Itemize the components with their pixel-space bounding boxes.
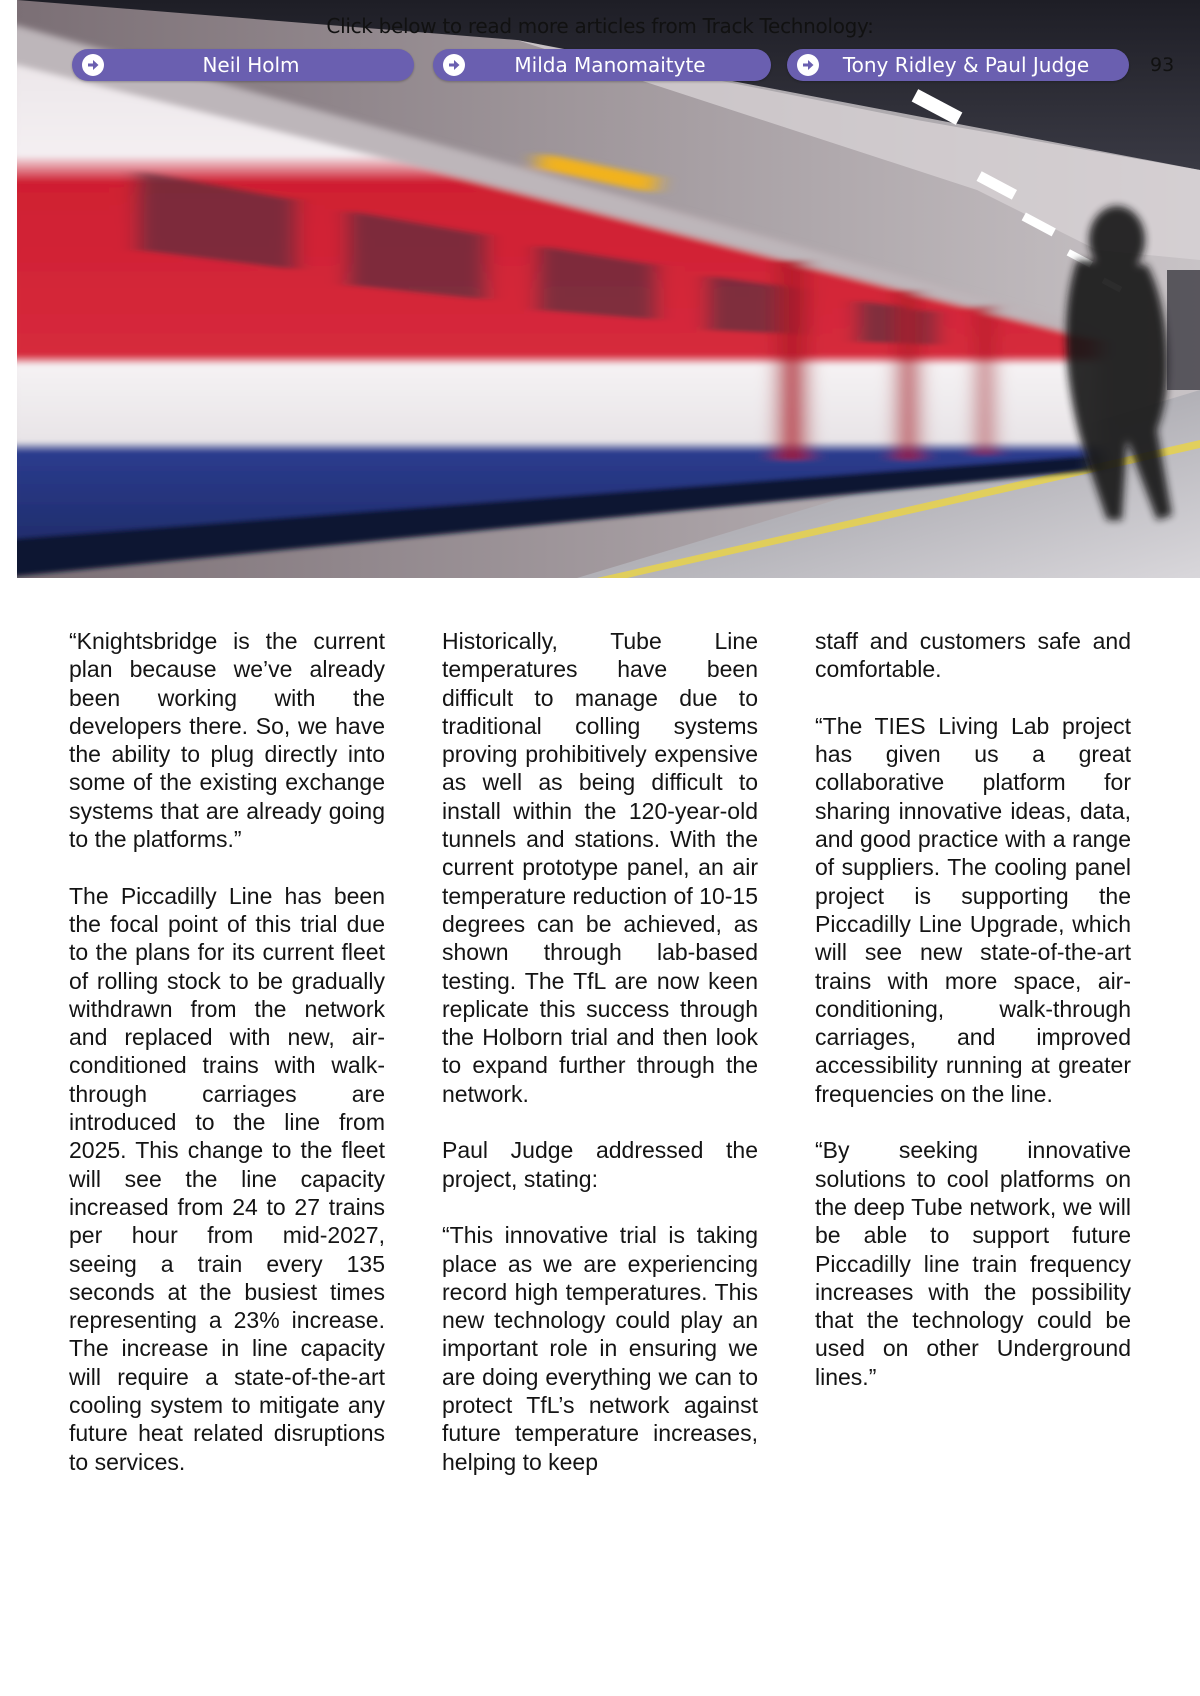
paragraph: staff and customers safe and comfortable. [815,628,1131,683]
article-link-label: Milda Manomaityte [514,53,706,77]
read-more-caption: Click below to read more articles from Track Technology: [326,14,874,38]
article-column-2 [442,627,758,1504]
article-link-label: Neil Holm [202,53,300,77]
paragraph: “The TIES Living Lab project has given us a great collaborative platform for sharing innovative ideas, data, and good practice with a range of suppliers. The cooling panel project is supporting the Piccadilly Line Upgrade, which will see new state-of-the-art trains with more space, air-conditioning, walk-through carriages, and improved accessibility running at greater frequencies on the line. [815,712,1131,1107]
paragraph: “This innovative trial is taking place as we are experiencing record high temperatures. This new technology could play an important role in ensuring we are doing everything we can to protect TfL’s network against future temperature increases, helping to keep [442,1222,758,1475]
paragraph: Historically, Tube Line temperatures have been difficult to manage due to traditional colling systems proving prohibitively expensive as well as being difficult to install within the 120-year-old tunnels and stations. With the current prototype panel, an air temperature reduction of 10-15 degrees can be achieved, as shown through lab-based testing. The TfL are now keen replicate this success through the Holborn trial and then look to expand further through the network. [442,628,758,1107]
arrow-circle-icon [797,54,819,76]
article-column-3 [815,627,1131,1419]
arrow-circle-icon [443,54,465,76]
article-link-tony-ridley-paul-judge[interactable] [787,49,1129,81]
article-link-milda-manomaityte[interactable] [433,49,771,81]
hero-photo [17,0,1200,578]
article-link-label: Tony Ridley & Paul Judge [842,53,1090,77]
page-number: 93 [1150,54,1175,76]
article-column-1 [69,627,385,1504]
paragraph: “By seeking innovative solutions to cool platforms on the deep Tube network, we will be able to support future Piccadilly line train frequency increases with the possibility that the technology could be used on other Underground lines.” [815,1137,1131,1390]
paragraph: Paul Judge addressed the project, stating: [442,1137,758,1192]
arrow-circle-icon [82,54,104,76]
paragraph: The Piccadilly Line has been the focal point of this trial due to the plans for its current fleet of rolling stock to be gradually withdrawn from the network and replaced with new, air-conditioned trains with walk-through carriages are introduced to the line from 2025. This change to the fleet will see the line capacity increased from 24 to 27 trains per hour from mid-2027, seeing a train every 135 seconds at the busiest times representing a 23% increase. The increase in line capacity will require a state-of-the-art cooling system to mitigate any future heat related disruptions to services. [69,882,385,1475]
article-link-neil-holm[interactable] [72,49,414,81]
paragraph: “Knightsbridge is the current plan because we’ve already been working with the developers there. So, we have the ability to plug directly into some of the existing exchange systems that are already going to the platforms.” [69,628,385,853]
